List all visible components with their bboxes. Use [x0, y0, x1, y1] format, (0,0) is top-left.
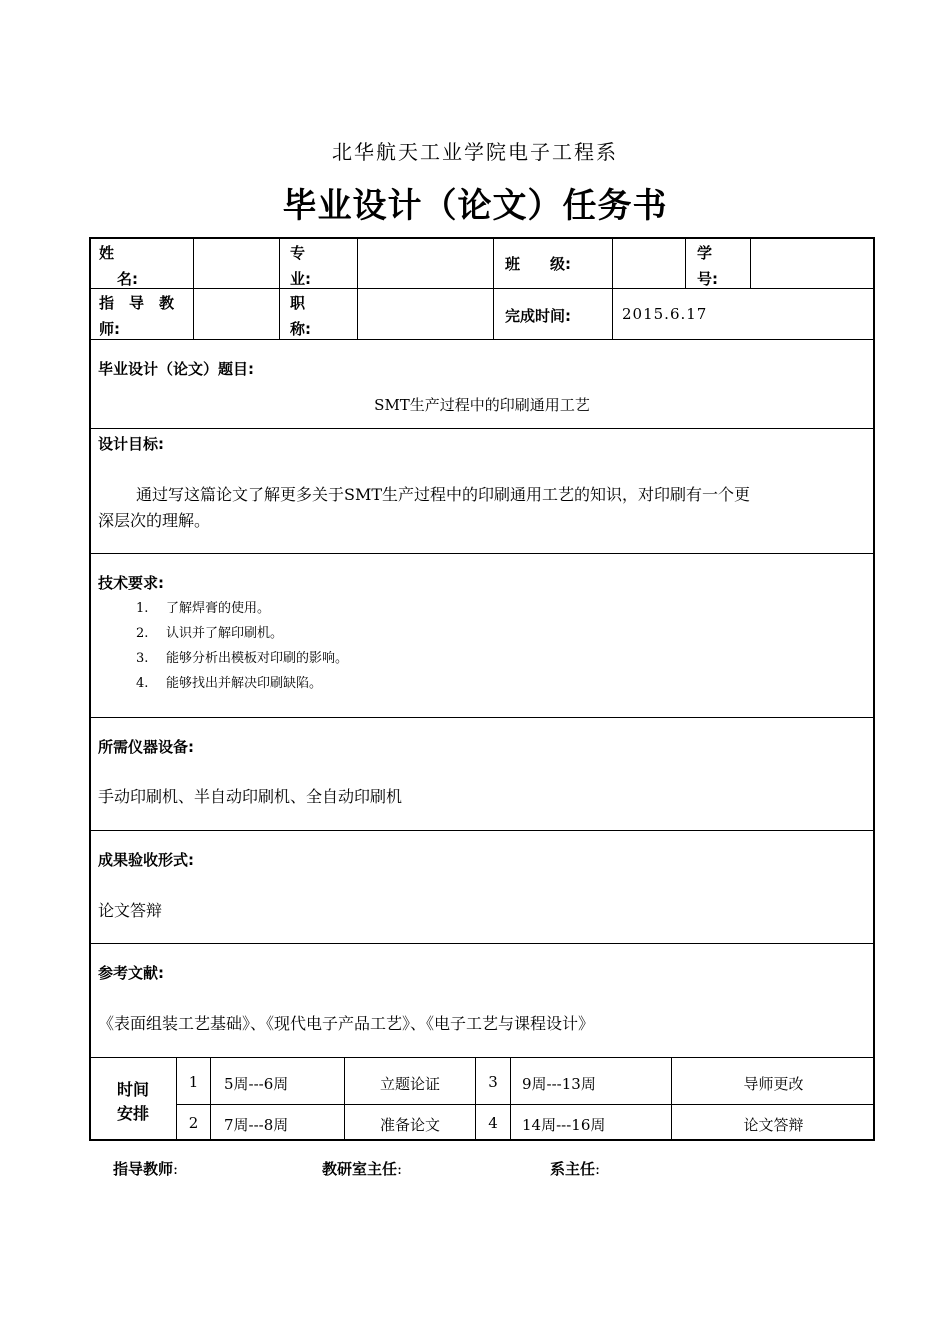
name-label-line2: 名: — [117, 270, 138, 288]
colon: : — [397, 1160, 403, 1178]
row-divider — [89, 1057, 875, 1058]
student-id-label — [697, 240, 718, 292]
name-label-line1: 姓 — [99, 244, 115, 262]
advisor-label-line2: 师: — [99, 320, 120, 338]
schedule-label-line1: 时间 — [116, 1080, 149, 1099]
advisor-field[interactable] — [194, 289, 278, 339]
schedule-weeks: 7周---8周 — [224, 1116, 289, 1134]
schedule-weeks: 14周---16周 — [522, 1116, 606, 1134]
job-title-field[interactable] — [358, 289, 492, 339]
student-id-field[interactable] — [751, 238, 873, 288]
student-id-label-line2: 号: — [697, 270, 718, 288]
advisor-signature-label: 指导教师 — [113, 1160, 174, 1178]
col-divider — [685, 237, 686, 288]
class-label: 班 级: — [505, 255, 571, 273]
schedule-task: 立题论证 — [379, 1075, 440, 1093]
requirement-item — [136, 622, 283, 641]
row-divider — [89, 830, 875, 831]
requirement-text: 了解焊膏的使用。 — [166, 601, 271, 616]
advisor-label-line1: 指 导 教 — [99, 294, 175, 312]
references-label: 参考文献: — [98, 964, 164, 982]
row-divider — [89, 717, 875, 718]
equipment-label: 所需仪器设备: — [98, 738, 194, 756]
topic-value: SMT生产过程中的印刷通用工艺 — [374, 396, 590, 414]
job-title-label — [290, 290, 311, 342]
requirement-text: 认识并了解印刷机。 — [166, 626, 284, 641]
dept-head-signature — [550, 1158, 600, 1179]
requirement-item — [136, 672, 322, 691]
colon: : — [595, 1160, 601, 1178]
acceptance-value: 论文答辩 — [98, 901, 163, 920]
institution-title: 北华航天工业学院电子工程系 — [332, 140, 618, 164]
finish-time-label: 完成时间: — [505, 307, 571, 325]
schedule-index: 4 — [488, 1114, 498, 1132]
goal-line-1: 通过写这篇论文了解更多关于SMT生产过程中的印刷通用工艺的知识，对印刷有一个更 — [136, 485, 751, 504]
colon: : — [173, 1160, 179, 1178]
schedule-index: 3 — [488, 1073, 498, 1091]
requirement-text: 能够找出并解决印刷缺陷。 — [166, 676, 323, 691]
schedule-task: 导师更改 — [743, 1075, 804, 1093]
advisor-label — [99, 290, 174, 342]
requirement-number: 4. — [136, 676, 149, 691]
requirement-number: 3. — [136, 651, 149, 666]
schedule-task: 论文答辩 — [743, 1116, 804, 1134]
equipment-value: 手动印刷机、半自动印刷机、全自动印刷机 — [98, 787, 403, 806]
requirement-number: 1. — [136, 601, 149, 616]
schedule-label-line2: 安排 — [116, 1104, 149, 1123]
name-label — [99, 240, 138, 292]
requirements-label: 技术要求: — [98, 574, 164, 592]
row-divider — [89, 943, 875, 944]
major-label-line1: 专 — [290, 244, 306, 262]
finish-time-value: 2015.6.17 — [622, 305, 708, 323]
references-value: 《表面组装工艺基础》、《现代电子产品工艺》、《电子工艺与课程设计》 — [98, 1014, 595, 1033]
row-divider — [89, 553, 875, 554]
name-field[interactable] — [194, 238, 278, 288]
job-title-label-line2: 称: — [290, 320, 311, 338]
row-divider — [89, 339, 875, 340]
schedule-label — [90, 1078, 176, 1126]
schedule-weeks: 9周---13周 — [522, 1075, 596, 1093]
col-divider — [210, 1057, 211, 1141]
schedule-index: 1 — [188, 1073, 199, 1091]
requirement-item — [136, 647, 348, 666]
major-label — [290, 240, 311, 292]
requirement-text: 能够分析出模板对印刷的影响。 — [166, 651, 349, 666]
schedule-index: 2 — [188, 1114, 199, 1132]
document-title: 毕业设计（论文）任务书 — [282, 186, 668, 226]
major-label-line2: 业: — [290, 270, 311, 288]
student-id-label-line1: 学 — [697, 244, 713, 262]
col-divider — [510, 1057, 511, 1141]
job-title-label-line1: 职 — [290, 294, 306, 312]
lab-director-signature-label: 教研室主任 — [322, 1160, 398, 1178]
acceptance-label: 成果验收形式: — [98, 851, 194, 869]
col-divider — [279, 237, 280, 339]
row-divider — [89, 428, 875, 429]
schedule-task: 准备论文 — [379, 1116, 440, 1134]
dept-head-signature-label: 系主任 — [550, 1160, 596, 1178]
requirement-item — [136, 597, 270, 616]
topic-label: 毕业设计（论文）题目: — [98, 360, 254, 378]
requirement-number: 2. — [136, 626, 149, 641]
class-field[interactable] — [613, 238, 684, 288]
row-divider — [176, 1104, 875, 1105]
goal-label: 设计目标: — [98, 435, 164, 453]
major-field[interactable] — [358, 238, 492, 288]
lab-director-signature — [322, 1158, 402, 1179]
schedule-weeks: 5周---6周 — [224, 1075, 289, 1093]
goal-line-2: 深层次的理解。 — [98, 511, 211, 530]
advisor-signature — [113, 1158, 178, 1179]
col-divider — [493, 237, 494, 339]
